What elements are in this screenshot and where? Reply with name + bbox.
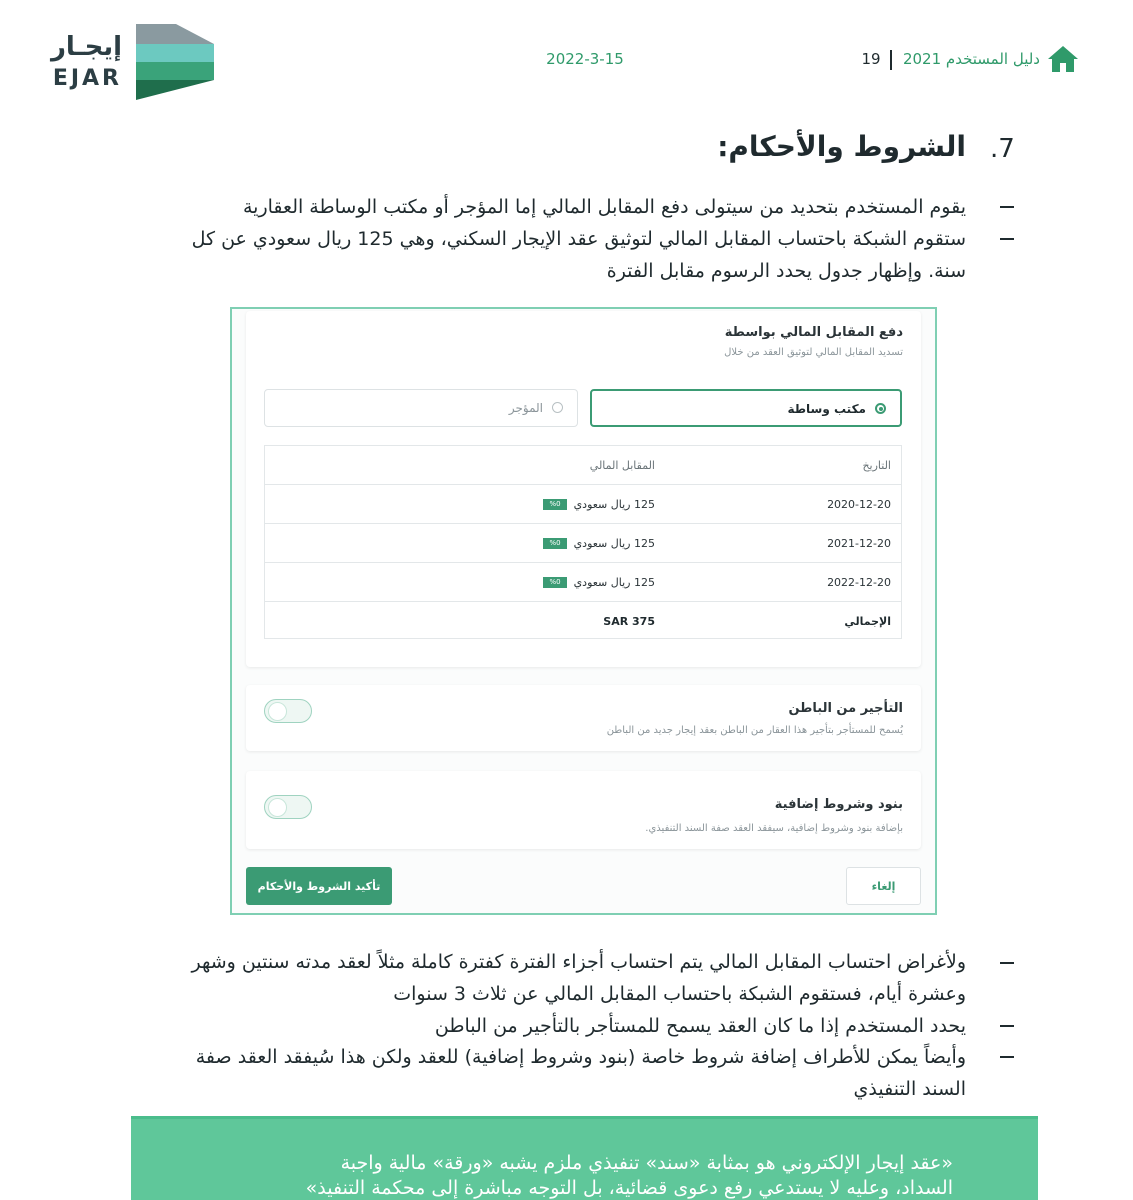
logo-text-english: EJAR <box>52 66 122 91</box>
row-date: 2021-12-20 <box>827 537 891 550</box>
discount-badge: %0 <box>543 577 567 588</box>
table-total-row <box>265 602 901 641</box>
header-date: 2022-3-15 <box>546 50 624 68</box>
row-date: 2020-12-20 <box>827 498 891 511</box>
header-date: التاريخ <box>862 459 891 472</box>
discount-badge: %0 <box>543 538 567 549</box>
header-amount: المقابل المالي <box>589 459 655 472</box>
page-number: 19 <box>861 50 881 68</box>
quote-line: «عقد إيجار الإلكتروني هو بمثابة «سند» تنفيذي ملزم يشبه «ورقة» مالية واجبة <box>340 1152 953 1174</box>
extra-terms-toggle[interactable] <box>264 795 312 819</box>
ejar-logo-icon <box>132 22 218 102</box>
discount-badge: %0 <box>543 499 567 510</box>
extra-terms-title: بنود وشروط إضافية <box>774 797 903 812</box>
bullet-dash <box>1000 238 1014 240</box>
section-number: .7 <box>990 134 1015 164</box>
guide-title: دليل المستخدم 2021 <box>902 50 1040 68</box>
bullet-item: يقوم المستخدم بتحديد من سيتولى دفع المقابل المالي إما المؤجر أو مكتب الوساطة العقارية <box>242 196 966 218</box>
payment-title: دفع المقابل المالي بواسطة <box>724 325 903 340</box>
extra-terms-card <box>246 771 921 849</box>
bullet-dash <box>1000 1056 1014 1058</box>
table-header-row <box>265 446 901 485</box>
payment-card <box>246 311 921 667</box>
radio-empty-icon <box>552 402 563 413</box>
bullet-continuation: السند التنفيذي <box>853 1078 966 1100</box>
option-brokerage-office[interactable] <box>590 389 902 427</box>
bullet-dash <box>1000 962 1014 964</box>
quote-box <box>131 1116 1038 1200</box>
option-lessor[interactable] <box>264 389 578 427</box>
quote-line: السداد، وعليه لا يستدعي رفع دعوى قضائية، بل التوجه مباشرة إلى محكمة التنفيذ» <box>305 1177 953 1199</box>
table-row <box>265 563 901 602</box>
extra-terms-subtitle: بإضافة بنود وشروط إضافية، سيفقد العقد صفة السند التنفيذي. <box>645 823 903 834</box>
total-label: الإجمالي <box>844 615 891 628</box>
home-icon[interactable] <box>1046 44 1080 74</box>
table-row <box>265 485 901 524</box>
bullet-continuation: سنة. وإظهار جدول يحدد الرسوم مقابل الفترة <box>606 260 966 282</box>
row-date: 2022-12-20 <box>827 576 891 589</box>
cancel-button[interactable]: إلغاء <box>846 867 921 905</box>
sublease-toggle[interactable] <box>264 699 312 723</box>
sublease-card <box>246 685 921 751</box>
bullet-item: ولأغراض احتساب المقابل المالي يتم احتساب أجزاء الفترة كفترة كاملة مثلاً لعقد مدته سنتين وشهر <box>191 951 966 973</box>
terms-ui-screenshot <box>230 307 937 915</box>
bullet-continuation: وعشرة أيام، فستقوم الشبكة باحتساب المقابل المالي عن ثلاث 3 سنوات <box>393 983 966 1005</box>
row-amount: 125 ريال سعودي <box>573 537 655 550</box>
bullet-dash <box>1000 206 1014 208</box>
option-label: المؤجر <box>508 401 543 415</box>
bullet-dash <box>1000 1025 1014 1027</box>
quote-text <box>191 1151 953 1200</box>
sublease-title: التأجير من الباطن <box>788 701 903 716</box>
sublease-subtitle: يُسمح للمستأجر بتأجير هذا العقار من الباطن بعقد إيجار جديد من الباطن <box>606 725 903 736</box>
header-divider <box>890 50 892 70</box>
table-row <box>265 524 901 563</box>
bullet-item: يحدد المستخدم إذا ما كان العقد يسمح للمستأجر بالتأجير من الباطن <box>434 1015 966 1037</box>
option-label: مكتب وساطة <box>787 402 866 416</box>
section-title: الشروط والأحكام: <box>717 130 966 163</box>
confirm-terms-button[interactable]: تأكيد الشروط والأحكام <box>246 867 392 905</box>
row-amount: 125 ريال سعودي <box>573 576 655 589</box>
row-amount: 125 ريال سعودي <box>573 498 655 511</box>
radio-selected-icon <box>875 403 886 414</box>
bullet-item: وأيضاً يمكن للأطراف إضافة شروط خاصة (بنود وشروط إضافية) للعقد ولكن هذا سُيفقد العقد صفة <box>195 1046 966 1068</box>
fees-table <box>264 445 902 639</box>
logo-text-arabic: إيجـار <box>50 32 122 62</box>
bullet-item: ستقوم الشبكة باحتساب المقابل المالي لتوثيق عقد الإيجار السكني، وهي 125 ريال سعودي عن كل <box>191 228 966 250</box>
payment-subtitle: تسديد المقابل المالي لتوثيق العقد من خلال <box>724 347 903 358</box>
total-value: SAR 375 <box>603 615 655 628</box>
